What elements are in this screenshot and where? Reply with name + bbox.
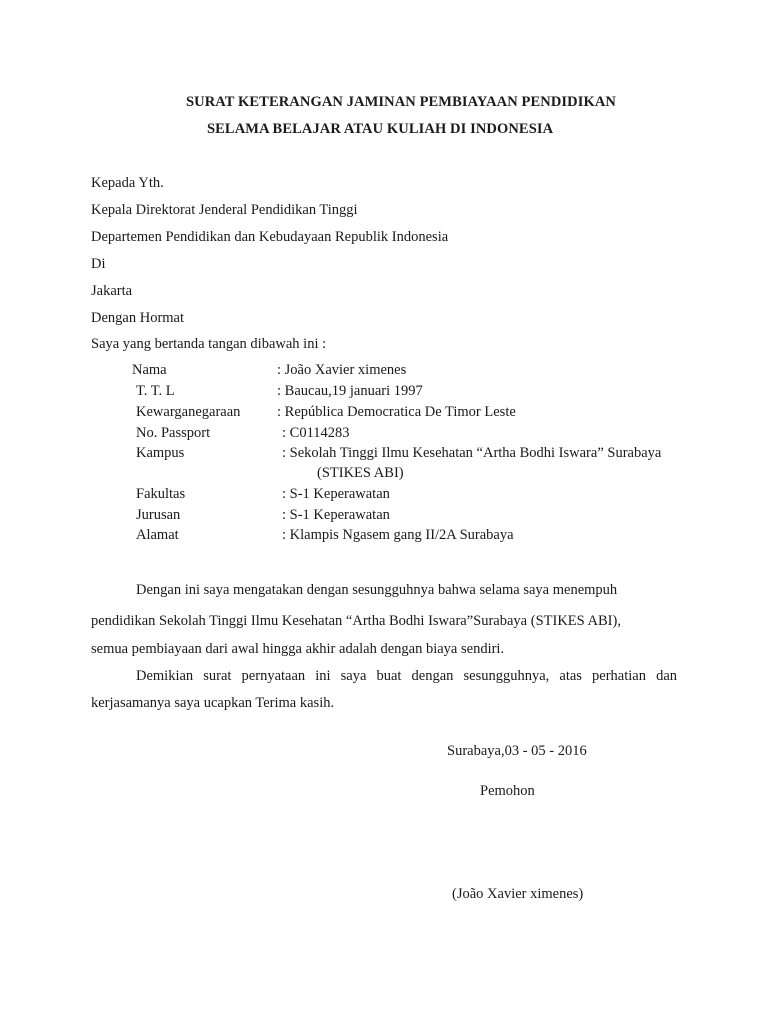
field-label-ttl: T. T. L	[136, 383, 175, 399]
document-title-line-2: SELAMA BELAJAR ATAU KULIAH DI INDONESIA	[207, 121, 554, 137]
field-label-fakultas: Fakultas	[136, 486, 186, 502]
field-label-kampus: Kampus	[136, 445, 185, 461]
field-value-passport: : C0114283	[282, 425, 350, 441]
applicant-role: Pemohon	[480, 783, 535, 799]
field-label-nama: Nama	[132, 362, 167, 378]
field-label-passport: No. Passport	[136, 425, 211, 441]
field-label-jurusan: Jurusan	[136, 507, 181, 523]
field-value-kampus: : Sekolah Tinggi Ilmu Kesehatan “Artha Bodhi Iswara” Surabaya	[282, 445, 662, 461]
body-paragraph-1-line-3: semua pembiayaan dari awal hingga akhir adalah dengan biaya sendiri.	[91, 641, 505, 657]
field-label-kewarganegaraan: Kewarganegaraan	[136, 404, 241, 420]
field-value-kewarganegaraan: : República Democratica De Timor Leste	[277, 404, 516, 420]
field-value-alamat: : Klampis Ngasem gang II/2A Surabaya	[282, 527, 514, 543]
field-value-fakultas: : S-1 Keperawatan	[282, 486, 390, 502]
recipient-city: Jakarta	[91, 283, 133, 299]
field-value-ttl: : Baucau,19 januari 1997	[277, 383, 423, 399]
signatory-name: (João Xavier ximenes)	[452, 886, 584, 902]
place-and-date: Surabaya,03 - 05 - 2016	[447, 743, 587, 759]
body-paragraph-1-line-2: pendidikan Sekolah Tinggi Ilmu Kesehatan “Artha Bodhi Iswara”Surabaya (STIKES ABI),	[91, 613, 621, 629]
body-paragraph-2-line-1: Demikian surat pernyataan ini saya buat dengan sesungguhnya, atas perhatian dan	[136, 668, 677, 684]
recipient-di: Di	[91, 256, 106, 272]
field-value-jurusan: : S-1 Keperawatan	[282, 507, 390, 523]
recipient-department: Departemen Pendidikan dan Kebudayaan Republik Indonesia	[91, 229, 449, 245]
recipient-salutation: Kepada Yth.	[91, 175, 164, 191]
field-label-alamat: Alamat	[136, 527, 179, 543]
recipient-office: Kepala Direktorat Jenderal Pendidikan Tinggi	[91, 202, 358, 218]
document-title-line-1: SURAT KETERANGAN JAMINAN PEMBIAYAAN PENDIDIKAN	[186, 94, 616, 110]
intro-text: Saya yang bertanda tangan dibawah ini :	[91, 336, 327, 352]
field-value-kampus-cont: (STIKES ABI)	[317, 465, 404, 481]
body-paragraph-2-line-2: kerjasamanya saya ucapkan Terima kasih.	[91, 695, 335, 711]
body-paragraph-1-line-1: Dengan ini saya mengatakan dengan sesungguhnya bahwa selama saya menempuh	[136, 582, 618, 598]
greeting: Dengan Hormat	[91, 310, 185, 326]
field-value-nama: : João Xavier ximenes	[277, 362, 407, 378]
